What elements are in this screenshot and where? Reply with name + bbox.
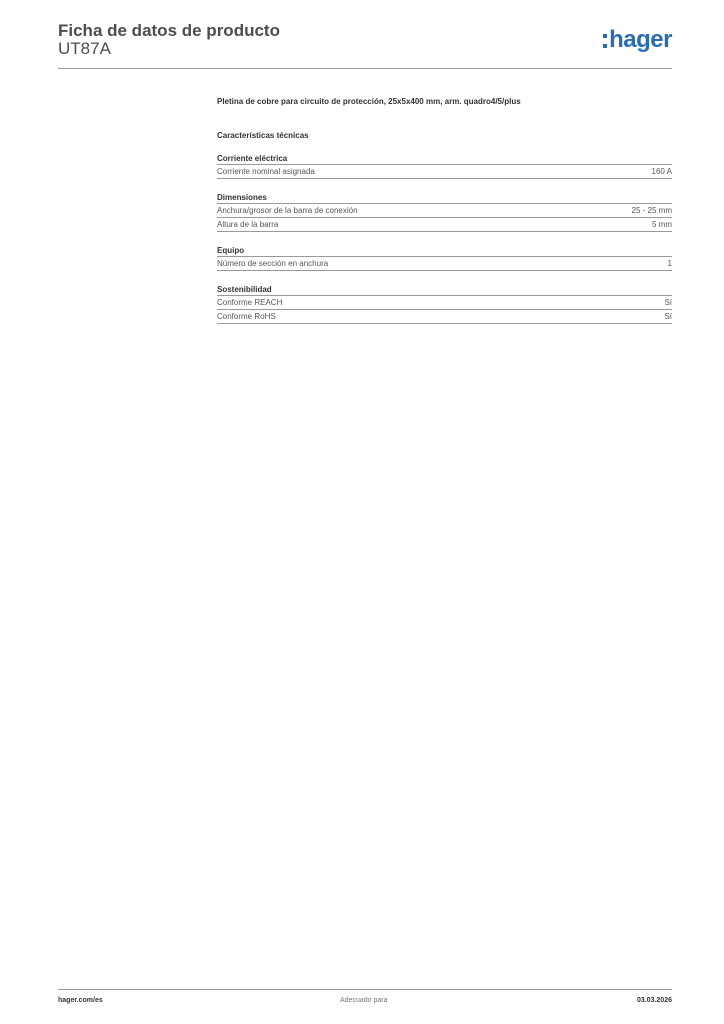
- spec-row: [217, 165, 672, 179]
- spec-value: 5 mm: [652, 220, 672, 229]
- spec-label: Anchura/grosor de la barra de conexión: [217, 206, 358, 215]
- spec-label: Número de sección en anchura: [217, 259, 329, 268]
- spec-value: Sí: [664, 298, 672, 307]
- group-title: Dimensiones: [217, 192, 672, 204]
- group-title: Corriente eléctrica: [217, 153, 672, 165]
- spec-value: 25 - 25 mm: [631, 206, 672, 215]
- page-footer: [58, 997, 672, 1011]
- spec-label: Conforme RoHS: [217, 312, 276, 321]
- spec-label: Corriente nominal asignada: [217, 167, 315, 176]
- main-content: [217, 95, 672, 324]
- spec-value: Sí: [664, 312, 672, 321]
- group-corriente-electrica: [217, 153, 672, 179]
- document-title: Ficha de datos de producto: [58, 21, 280, 40]
- group-equipo: [217, 245, 672, 271]
- spec-row: [217, 204, 672, 218]
- footer-suitable-for: Adecuado para: [340, 997, 388, 1004]
- spec-value: 160 A: [651, 167, 672, 176]
- spec-row: [217, 218, 672, 232]
- spec-label: Conforme REACH: [217, 298, 283, 307]
- hager-logo: [603, 26, 672, 52]
- footer-date: 03.03.2026: [636, 997, 672, 1004]
- group-dimensiones: [217, 192, 672, 232]
- header-divider: [58, 68, 672, 69]
- spec-value: 1: [667, 259, 672, 268]
- group-title: Sostenibilidad: [217, 284, 672, 296]
- footer-divider: [58, 989, 672, 990]
- product-code: UT87A: [58, 39, 111, 58]
- hager-logo-icon: [603, 34, 607, 48]
- group-sostenibilidad: [217, 284, 672, 324]
- spec-row: [217, 310, 672, 324]
- group-title: Equipo: [217, 245, 672, 257]
- product-description: Pletina de cobre para circuito de protección, 25x5x400 mm, arm. quadro4/5/plus: [217, 97, 521, 106]
- logo-text: hager: [609, 26, 672, 53]
- spec-row: [217, 296, 672, 310]
- page-header: [58, 20, 672, 70]
- spec-row: [217, 257, 672, 271]
- spec-label: Altura de la barra: [217, 220, 279, 229]
- tech-characteristics-heading: Características técnicas: [217, 131, 309, 140]
- footer-website: hager.com/es: [58, 997, 103, 1004]
